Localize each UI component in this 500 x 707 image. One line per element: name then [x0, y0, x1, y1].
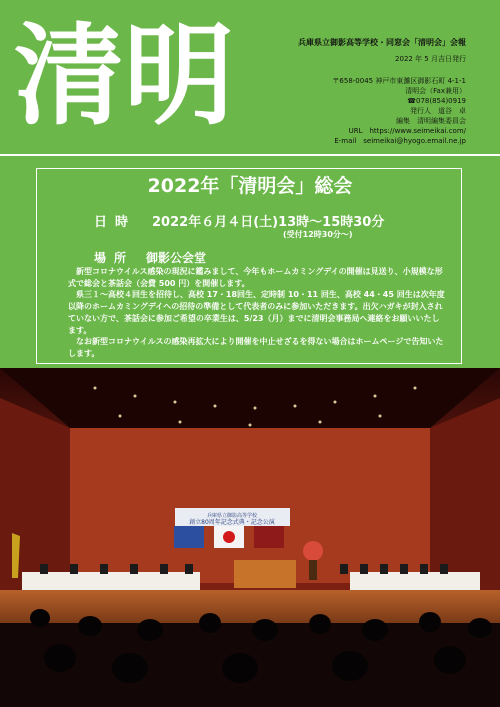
body-paragraph-1: 新型コロナウイルス感染の現況に鑑みまして、今年もホームカミングデイの開催は見送り、小規模な形式で総会と茶話会（会費 500 円）を開催します。: [68, 267, 443, 288]
meeting-place: [94, 249, 206, 266]
editor: 編集 清明編集委員会: [396, 117, 466, 125]
meeting-datetime: [94, 211, 384, 230]
banner-line-2: 創立80周年記念式典・記念公演: [189, 519, 275, 526]
logo-text: 清明: [14, 18, 234, 128]
telephone: ☎078(854)0919: [407, 97, 466, 105]
office: 清明会（Fax兼用）: [405, 87, 466, 95]
place-value: 御影公会堂: [146, 251, 207, 265]
website-url: URL https://www.seimeikai.com/: [348, 127, 466, 135]
email: E-mail seimeikai@hyogo.email.ne.jp: [334, 137, 466, 145]
datetime-label: 日時: [94, 215, 137, 230]
body-paragraph-3: なお新型コロナウイルスの感染再拡大により開催を中止せざるを得ない場合はホームページで告知いたします。: [68, 337, 444, 358]
issue-info: [298, 38, 466, 146]
reception-time: (受付12時30分〜): [283, 230, 353, 239]
masthead: [0, 0, 500, 150]
meeting-title: 2022年「清明会」総会: [138, 172, 363, 200]
place-label: 場所: [94, 251, 135, 265]
meeting-body: [68, 266, 446, 360]
body-paragraph-2: 県三１〜高校４回生を招待し、高校 17・18回生、定時制 10・11 回生、高校 44・45 回生は次年度以降のホームカミングデイへの招待の準備として代表者のみに参加いただきます。出欠ハガキが封入されていない方で、茶話会に参加ご希望の卒業生は、5/23（月）までに清明会事務局へ連絡をお願いいたします。: [68, 290, 445, 335]
divider-top: [0, 154, 500, 156]
banner-line-1: 兵庫県立御影高等学校: [206, 513, 258, 519]
publisher: 兵庫県立御影高等学校・同窓会「清明会」会報: [298, 38, 466, 47]
brush-logo-graphic: [14, 18, 276, 128]
issue-date: 2022 年 5 月吉日発行: [395, 55, 466, 63]
masthead-logo: [14, 18, 276, 128]
meeting-title-wrap: [0, 170, 500, 200]
issuer: 発行人 道谷 卓: [410, 107, 466, 115]
datetime-value: 2022年６月４日(土)13時〜15時30分: [152, 215, 385, 230]
hall-photo-graphic: [0, 368, 500, 707]
hall-photo: [0, 368, 500, 707]
postal-address: 〒658-0045 神戸市東灘区御影石町 4-1-1: [332, 77, 466, 85]
